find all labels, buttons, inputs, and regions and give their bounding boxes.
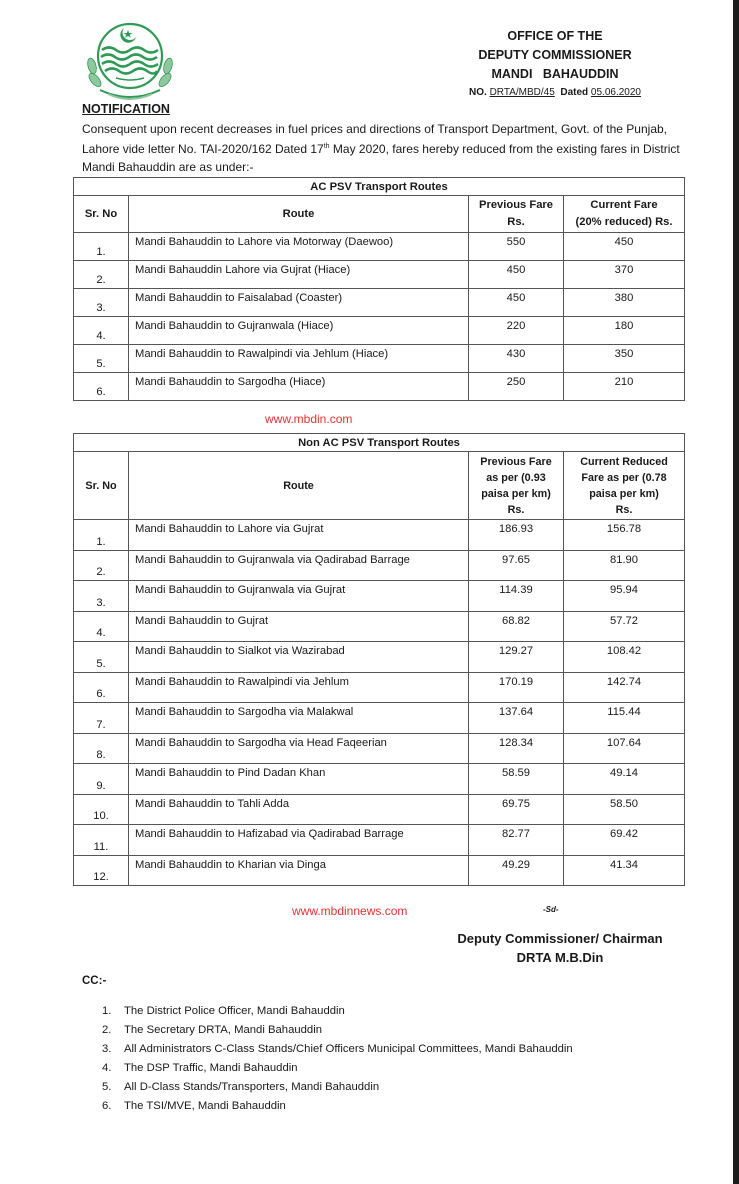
row-route: Mandi Bahauddin to Rawalpindi via Jehlum	[129, 672, 469, 703]
table-row	[74, 261, 685, 289]
row-current-fare: 450	[564, 233, 685, 261]
row-route: Mandi Bahauddin to Gujranwala (Hiace)	[129, 317, 469, 345]
table-row	[74, 855, 685, 886]
row-current-fare: 41.34	[564, 855, 685, 886]
page-edge-bar	[733, 0, 739, 1184]
intro-text-2: May 2020, fares hereby reduced from the existing fares in District Mandi Bahauddin are as under:-	[82, 142, 680, 174]
row-sr-no: 11.	[74, 825, 129, 856]
cc-item-text: The District Police Officer, Mandi Bahauddin	[124, 1005, 345, 1017]
cc-title: CC:-	[82, 975, 107, 987]
col-header-route: Route	[129, 452, 469, 520]
row-current-fare: 58.50	[564, 794, 685, 825]
dated-label: Dated	[560, 87, 589, 98]
row-previous-fare: 49.29	[469, 855, 564, 886]
row-route: Mandi Bahauddin to Faisalabad (Coaster)	[129, 289, 469, 317]
row-current-fare: 180	[564, 317, 685, 345]
row-route: Mandi Bahauddin to Pind Dadan Khan	[129, 764, 469, 795]
table-row	[74, 611, 685, 642]
office-line-1: OFFICE OF THE	[507, 29, 603, 43]
row-sr-no: 2.	[74, 550, 129, 581]
row-sr-no: 5.	[74, 345, 129, 373]
row-sr-no: 4.	[74, 611, 129, 642]
row-sr-no: 7.	[74, 703, 129, 734]
cc-list-item	[102, 1021, 573, 1040]
office-heading	[430, 27, 680, 102]
row-sr-no: 5.	[74, 642, 129, 673]
row-previous-fare: 58.59	[469, 764, 564, 795]
signatory-office: DRTA M.B.Din	[516, 950, 604, 965]
header-line: as per (0.93	[486, 471, 546, 484]
cc-list-item	[102, 1059, 573, 1078]
row-current-fare: 142.74	[564, 672, 685, 703]
dated-value: 05.06.2020	[590, 87, 641, 98]
row-previous-fare: 250	[469, 373, 564, 401]
row-current-fare: 95.94	[564, 581, 685, 612]
table-row	[74, 550, 685, 581]
row-current-fare: 370	[564, 261, 685, 289]
row-route: Mandi Bahauddin to Gujranwala via Qadirabad Barrage	[129, 550, 469, 581]
row-current-fare: 81.90	[564, 550, 685, 581]
row-previous-fare: 137.64	[469, 703, 564, 734]
col-header-previous-fare-line1: Previous Fare	[479, 199, 553, 211]
row-route: Mandi Bahauddin to Sargodha via Malakwal	[129, 703, 469, 734]
row-route: Mandi Bahauddin Lahore via Gujrat (Hiace)	[129, 261, 469, 289]
row-route: Mandi Bahauddin to Gujrat	[129, 611, 469, 642]
col-header-route: Route	[129, 196, 469, 233]
row-route: Mandi Bahauddin to Kharian via Dinga	[129, 855, 469, 886]
col-header-previous-fare	[469, 196, 564, 233]
row-previous-fare: 550	[469, 233, 564, 261]
header-line: paisa per km)	[589, 487, 659, 500]
row-route: Mandi Bahauddin to Gujranwala via Gujrat	[129, 581, 469, 612]
cc-item-text: The TSI/MVE, Mandi Bahauddin	[124, 1100, 286, 1112]
row-route: Mandi Bahauddin to Sargodha via Head Faqeerian	[129, 733, 469, 764]
row-sr-no: 9.	[74, 764, 129, 795]
cc-list-item	[102, 1078, 573, 1097]
table-row	[74, 317, 685, 345]
watermark-mbdin: www.mbdin.com	[265, 412, 353, 426]
notification-title: NOTIFICATION	[82, 102, 170, 116]
row-route: Mandi Bahauddin to Lahore via Gujrat	[129, 520, 469, 551]
header-line: Current Reduced	[580, 455, 668, 468]
intro-text-1: Consequent upon recent decreases in fuel prices and directions of Transport Department, Govt. of the Punjab, Lahore vide letter No. TAI-2020/162 Dated 17	[82, 122, 668, 156]
ref-number: DRTA/MBD/45	[489, 87, 555, 98]
row-current-fare: 115.44	[564, 703, 685, 734]
row-route: Mandi Bahauddin to Rawalpindi via Jehlum (Hiace)	[129, 345, 469, 373]
row-previous-fare: 114.39	[469, 581, 564, 612]
cc-item-text: The Secretary DRTA, Mandi Bahauddin	[124, 1024, 323, 1036]
row-route: Mandi Bahauddin to Lahore via Motorway (Daewoo)	[129, 233, 469, 261]
row-route: Mandi Bahauddin to Sialkot via Wazirabad	[129, 642, 469, 673]
table-row	[74, 672, 685, 703]
col-header-current-fare-line1: Current Fare	[590, 199, 658, 211]
signatory-title: Deputy Commissioner/ Chairman	[457, 931, 663, 946]
row-current-fare: 350	[564, 345, 685, 373]
row-previous-fare: 186.93	[469, 520, 564, 551]
row-route: Mandi Bahauddin to Sargodha (Hiace)	[129, 373, 469, 401]
cc-item-text: The DSP Traffic, Mandi Bahauddin	[124, 1062, 298, 1074]
header-line: Rs.	[507, 503, 525, 516]
table-row	[74, 764, 685, 795]
row-current-fare: 57.72	[564, 611, 685, 642]
table-row	[74, 642, 685, 673]
row-sr-no: 6.	[74, 373, 129, 401]
non-ac-table-caption: Non AC PSV Transport Routes	[74, 434, 685, 452]
row-previous-fare: 97.65	[469, 550, 564, 581]
row-previous-fare: 69.75	[469, 794, 564, 825]
row-sr-no: 12.	[74, 855, 129, 886]
header-line: Fare as per (0.78	[581, 471, 667, 484]
col-header-current-fare-line2: (20% reduced) Rs.	[575, 216, 673, 228]
row-current-fare: 108.42	[564, 642, 685, 673]
cc-list-item	[102, 1040, 573, 1059]
row-sr-no: 2.	[74, 261, 129, 289]
row-sr-no: 3.	[74, 581, 129, 612]
col-header-sr-no: Sr. No	[74, 196, 129, 233]
col-header-current-fare	[564, 452, 685, 520]
row-previous-fare: 430	[469, 345, 564, 373]
cc-list	[102, 1002, 573, 1116]
cc-item-text: All D-Class Stands/Transporters, Mandi Bahauddin	[124, 1081, 380, 1093]
cc-item-number: 2.	[102, 1024, 112, 1036]
non-ac-routes-table	[73, 433, 685, 886]
row-sr-no: 8.	[74, 733, 129, 764]
row-current-fare: 49.14	[564, 764, 685, 795]
col-header-sr-no: Sr. No	[74, 452, 129, 520]
row-current-fare: 107.64	[564, 733, 685, 764]
office-line-3: MANDI BAHAUDDIN	[491, 67, 619, 81]
row-previous-fare: 68.82	[469, 611, 564, 642]
table-row	[74, 520, 685, 551]
cc-item-number: 6.	[102, 1100, 112, 1112]
row-previous-fare: 450	[469, 289, 564, 317]
row-route: Mandi Bahauddin to Hafizabad via Qadirabad Barrage	[129, 825, 469, 856]
row-previous-fare: 170.19	[469, 672, 564, 703]
cc-list-item	[102, 1002, 573, 1021]
header-line: Rs.	[615, 503, 633, 516]
row-previous-fare: 82.77	[469, 825, 564, 856]
row-sr-no: 1.	[74, 233, 129, 261]
signatory-block	[440, 929, 680, 967]
table-row	[74, 794, 685, 825]
table-row	[74, 373, 685, 401]
cc-item-number: 5.	[102, 1081, 112, 1093]
row-sr-no: 6.	[74, 672, 129, 703]
cc-item-number: 1.	[102, 1005, 112, 1017]
row-sr-no: 1.	[74, 520, 129, 551]
row-current-fare: 69.42	[564, 825, 685, 856]
row-sr-no: 3.	[74, 289, 129, 317]
row-previous-fare: 129.27	[469, 642, 564, 673]
header-line: paisa per km)	[481, 487, 551, 500]
row-previous-fare: 220	[469, 317, 564, 345]
row-route: Mandi Bahauddin to Tahli Adda	[129, 794, 469, 825]
office-line-2: DEPUTY COMMISSIONER	[478, 48, 632, 62]
notification-intro	[82, 120, 692, 176]
cc-item-text: All Administrators C-Class Stands/Chief Officers Municipal Committees, Mandi Bahauddin	[124, 1043, 573, 1055]
row-current-fare: 156.78	[564, 520, 685, 551]
table-row	[74, 233, 685, 261]
table-row	[74, 289, 685, 317]
col-header-previous-fare-line2: Rs.	[507, 216, 525, 228]
reference-line	[430, 84, 680, 102]
signed-mark: -Sd-	[543, 905, 559, 914]
row-previous-fare: 450	[469, 261, 564, 289]
cc-item-number: 3.	[102, 1043, 112, 1055]
cc-list-item	[102, 1097, 573, 1116]
ac-routes-table	[73, 177, 685, 401]
ac-table-caption: AC PSV Transport Routes	[74, 178, 685, 196]
row-previous-fare: 128.34	[469, 733, 564, 764]
cc-item-number: 4.	[102, 1062, 112, 1074]
row-current-fare: 210	[564, 373, 685, 401]
row-current-fare: 380	[564, 289, 685, 317]
row-sr-no: 4.	[74, 317, 129, 345]
col-header-previous-fare	[469, 452, 564, 520]
row-sr-no: 10.	[74, 794, 129, 825]
watermark-mbdinnews: www.mbdinnews.com	[292, 904, 408, 918]
table-row	[74, 581, 685, 612]
header-line: Previous Fare	[480, 455, 552, 468]
intro-superscript: th	[323, 143, 330, 150]
col-header-current-fare	[564, 196, 685, 233]
table-row	[74, 733, 685, 764]
table-row	[74, 345, 685, 373]
punjab-government-emblem-icon	[80, 16, 180, 104]
table-row	[74, 825, 685, 856]
ref-label: NO.	[469, 87, 487, 98]
table-row	[74, 703, 685, 734]
